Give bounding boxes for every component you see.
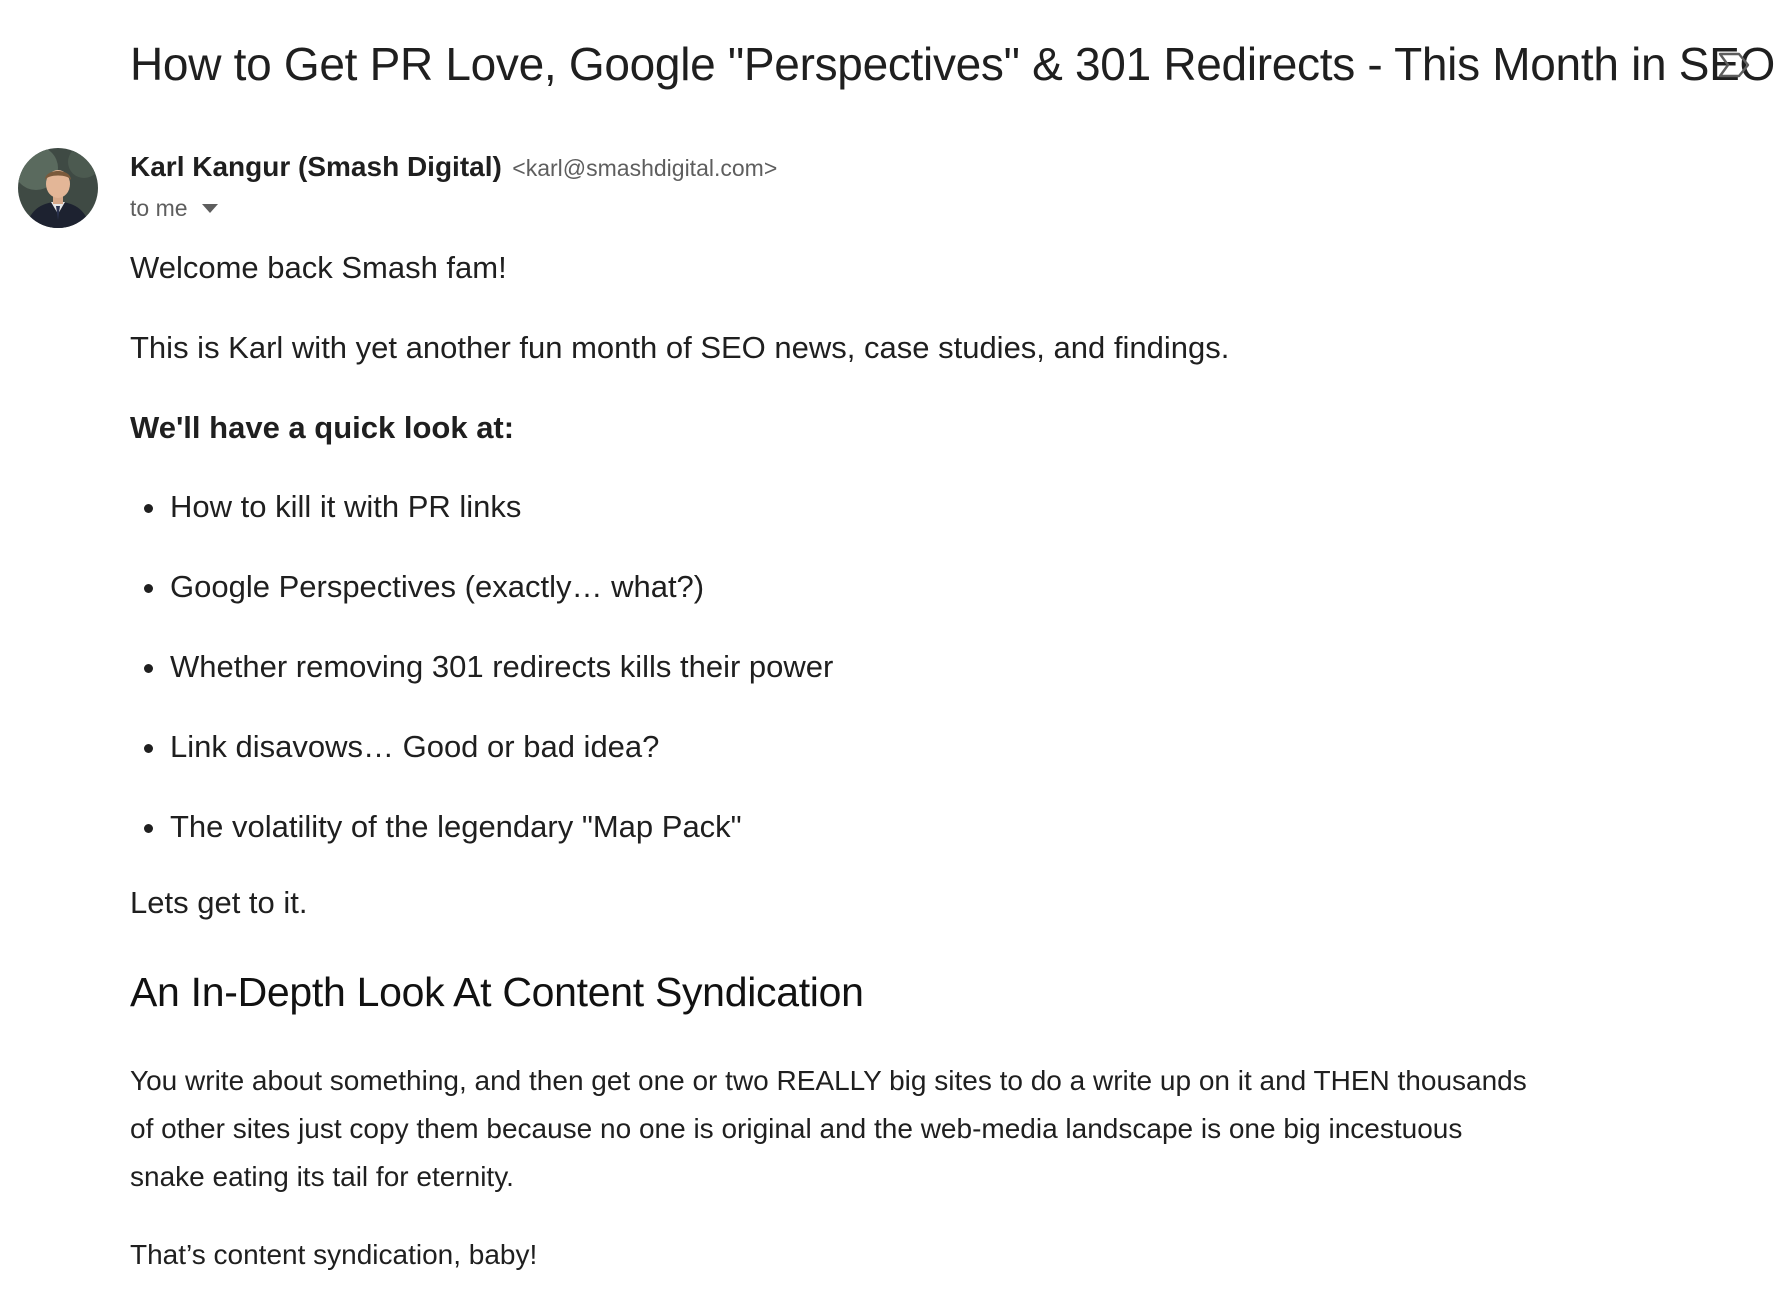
tagline-text: That’s content syndication, baby!	[130, 1239, 538, 1270]
sender-name[interactable]: Karl Kangur (Smash Digital)	[130, 151, 502, 182]
list-item: Link disavows… Good or bad idea?	[130, 725, 1560, 769]
section-heading: An In-Depth Look At Content Syndication	[130, 969, 864, 1015]
intro-text: This is Karl with yet another fun month of SEO news, case studies, and findings.	[130, 330, 1230, 365]
sender-email: <karl@smashdigital.com>	[512, 155, 778, 181]
list-heading: We'll have a quick look at:	[130, 410, 515, 445]
list-item: Whether removing 301 redirects kills their power	[130, 645, 1560, 689]
recipients-label: to me	[130, 195, 188, 221]
email-body	[130, 246, 1560, 1277]
list-item: Google Perspectives (exactly… what?)	[130, 565, 1560, 609]
closing-text: Lets get to it.	[130, 885, 308, 920]
email-subject: How to Get PR Love, Google "Perspectives" & 301 Redirects - This Month in SEO	[130, 38, 1776, 90]
recipients-toggle[interactable]	[130, 193, 218, 223]
avatar[interactable]	[18, 148, 98, 228]
chevron-down-icon[interactable]	[202, 204, 218, 213]
sender-line	[130, 150, 777, 189]
list-item: How to kill it with PR links	[130, 485, 1560, 529]
topic-list	[130, 485, 1560, 849]
label-icon[interactable]	[1717, 50, 1751, 80]
list-item: The volatility of the legendary "Map Pack"	[130, 805, 1560, 849]
body-paragraph: You write about something, and then get one or two REALLY big sites to do a write up on it and THEN thousands of other sites just copy them because no one is original and the web-media landscape is one big incestuous snake eating its tail for eternity.	[130, 1065, 1527, 1192]
greeting: Welcome back Smash fam!	[130, 250, 507, 285]
